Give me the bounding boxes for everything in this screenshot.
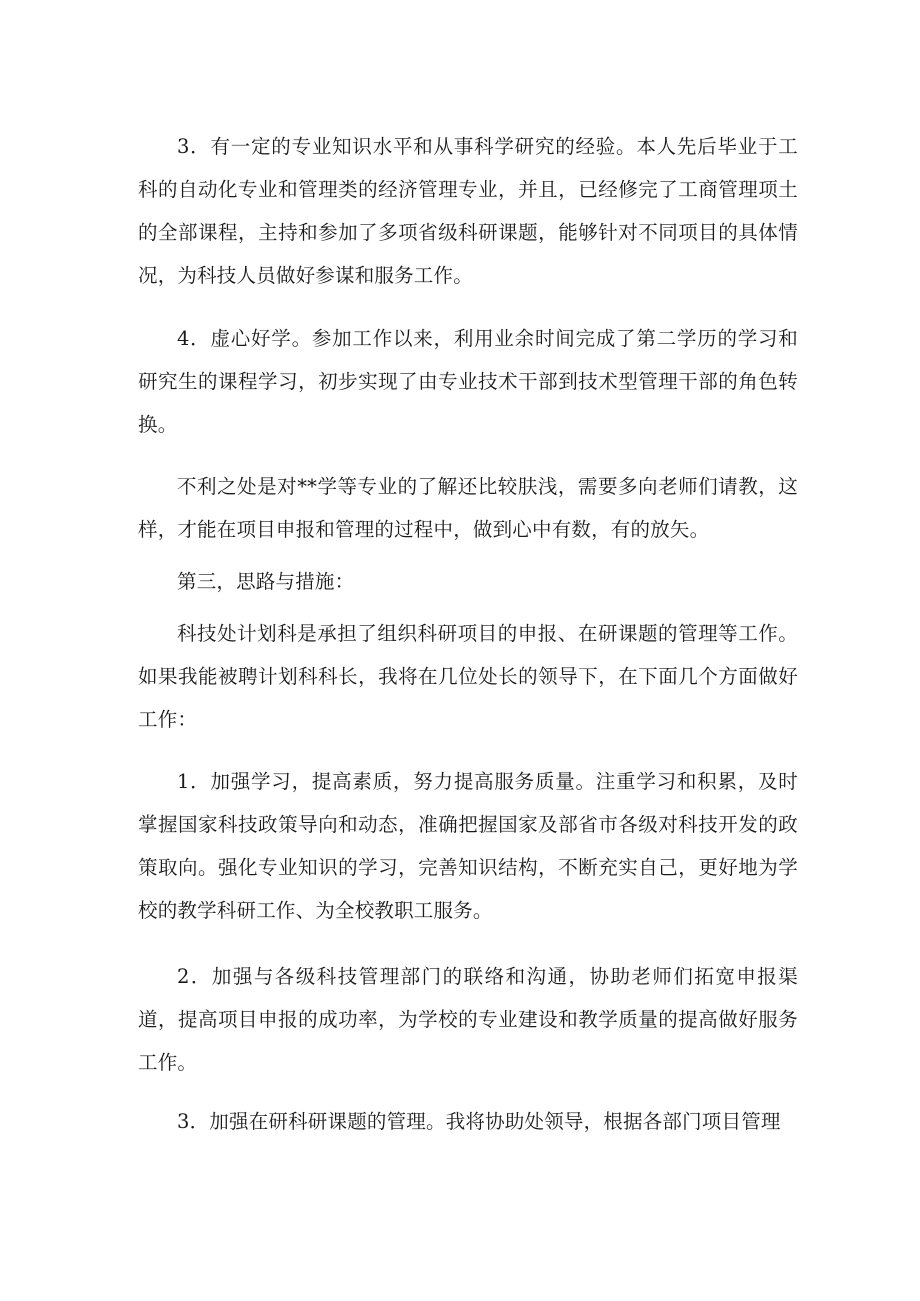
paragraph-measure-1: 1．加强学习，提高素质，努力提高服务质量。注重学习和积累，及时掌握国家科技政策导向和动态，准确把握国家及部省市各级对科技开发的政策取向。强化专业知识的学习，完善知识结构，不断充实自己，更好地为学校的教学科研工作、为全校教职工服务。 xyxy=(138,770,798,922)
section-heading-third: 第三，思路与措施： xyxy=(177,570,355,593)
paragraph-measure-3: 3．加强在研科研课题的管理。我将协助处领导，根据各部门项目管理 xyxy=(177,1110,781,1133)
paragraph-shortcoming: 不利之处是对**学等专业的了解还比较肤浅，需要多向老师们请教，这样，才能在项目申报和管理的过程中，做到心中有数，有的放矢。 xyxy=(138,475,798,541)
paragraph-qualification-3: 3．有一定的专业知识水平和从事科学研究的经验。本人先后毕业于工科的自动化专业和管理类的经济管理专业，并且，已经修完了工商管理项土的全部课程，主持和参加了多项省级科研课题，能够针对不同项目的具体情况，为科技人员做好参谋和服务工作。 xyxy=(138,135,798,287)
paragraph-intro: 科技处计划科是承担了组织科研项目的申报、在研课题的管理等工作。如果我能被聘计划科科长，我将在几位处长的领导下，在下面几个方面做好工作： xyxy=(138,622,798,731)
paragraph-measure-2: 2．加强与各级科技管理部门的联络和沟通，协助老师们拓宽申报渠道，提高项目申报的成功率，为学校的专业建设和教学质量的提高做好服务工作。 xyxy=(138,965,798,1074)
paragraph-qualification-4: 4．虚心好学。参加工作以来，利用业余时间完成了第二学历的学习和研究生的课程学习，初步实现了由专业技术干部到技术型管理干部的角色转换。 xyxy=(138,327,798,436)
